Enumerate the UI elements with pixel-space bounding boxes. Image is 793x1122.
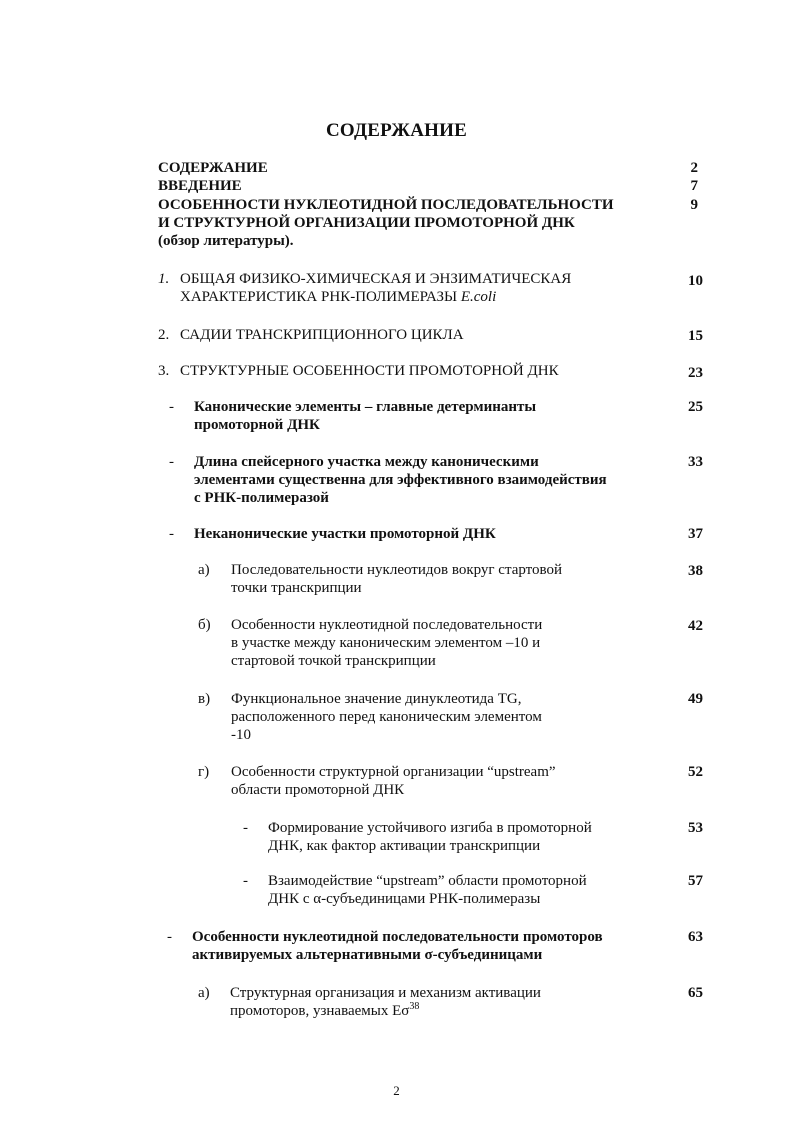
toc-entry-text: стартовой точкой транскрипции [231, 653, 436, 669]
toc-page-number: 7 [690, 178, 698, 194]
toc-page-number: 15 [688, 328, 703, 344]
toc-entry-text: промоторов, узнаваемых Eσ [230, 1003, 410, 1019]
toc-page-number: 63 [688, 929, 703, 945]
toc-marker: - [169, 399, 174, 415]
page-title: СОДЕРЖАНИЕ [326, 120, 467, 141]
toc-page-number: 53 [688, 820, 703, 836]
toc-entry-text: Неканонические участки промоторной ДНК [194, 526, 496, 542]
toc-entry-contents [158, 159, 268, 177]
toc-marker: - [169, 454, 174, 470]
toc-page-number: 57 [688, 873, 703, 889]
toc-entry-sigma38-promoters [230, 984, 541, 1020]
toc-entry-chapter-3 [180, 362, 559, 380]
toc-entry-literature-review [158, 196, 614, 250]
toc-entry-text: САДИИ ТРАНСКРИПЦИОННОГО ЦИКЛА [180, 327, 464, 343]
toc-entry-text: Структурная организация и механизм активации [230, 985, 541, 1001]
toc-entry-canonical-elements [194, 398, 536, 434]
toc-entry-text: Канонические элементы – главные детерминанты [194, 399, 537, 415]
toc-page-number: 10 [688, 273, 703, 289]
toc-entry-superscript: 38 [409, 1001, 420, 1012]
toc-entry-stable-bend [268, 819, 592, 855]
toc-entry-alternative-sigma [192, 928, 603, 964]
toc-page-number: 52 [688, 764, 703, 780]
toc-marker: г) [198, 764, 210, 780]
toc-entry-text: Особенности нуклеотидной последовательности промоторов [192, 929, 603, 945]
toc-marker: 2. [158, 327, 170, 343]
toc-entry-text: И СТРУКТУРНОЙ ОРГАНИЗАЦИИ ПРОМОТОРНОЙ ДНК [158, 215, 575, 231]
toc-entry-text: Особенности нуклеотидной последовательности [231, 617, 543, 633]
toc-page-number: 49 [688, 691, 703, 707]
toc-entry-text: в участке между каноническим элементом –10 и [231, 635, 541, 651]
toc-entry-alpha-subunits [268, 872, 587, 908]
toc-entry-noncanonical-regions [194, 525, 496, 543]
toc-marker: в) [198, 691, 211, 707]
toc-entry-region-10-start [231, 616, 542, 670]
toc-entry-chapter-1 [180, 270, 571, 306]
toc-entry-upstream-organization [231, 763, 556, 799]
toc-marker: 1. [158, 271, 170, 287]
toc-entry-text: области промоторной ДНК [231, 782, 405, 798]
toc-entry-text: ОБЩАЯ ФИЗИКО-ХИМИЧЕСКАЯ И ЭНЗИМАТИЧЕСКАЯ [180, 271, 572, 287]
toc-entry-text: (обзор литературы). [158, 233, 294, 249]
toc-page-number: 37 [688, 526, 703, 542]
toc-entry-text: Функциональное значение динуклеотида TG, [231, 691, 522, 707]
toc-entry-text: Длина спейсерного участка между каноническими [194, 454, 539, 470]
toc-page-number: 23 [688, 365, 703, 381]
toc-marker: а) [198, 562, 210, 578]
toc-page-number: 9 [690, 197, 698, 213]
toc-entry-text: СТРУКТУРНЫЕ ОСОБЕННОСТИ ПРОМОТОРНОЙ ДНК [180, 363, 559, 379]
toc-entry-text: расположенного перед каноническим элементом [231, 709, 542, 725]
toc-marker: б) [198, 617, 211, 633]
toc-marker: 3. [158, 363, 170, 379]
toc-entry-tg-dinucleotide [231, 690, 542, 744]
toc-entry-text: Последовательности нуклеотидов вокруг стартовой [231, 562, 563, 578]
toc-entry-text: ОСОБЕННОСТИ НУКЛЕОТИДНОЙ ПОСЛЕДОВАТЕЛЬНОСТИ [158, 197, 614, 213]
toc-entry-text: промоторной ДНК [194, 417, 320, 433]
toc-entry-italic-text: E.coli [460, 289, 497, 305]
toc-marker: а) [198, 985, 210, 1001]
toc-entry-text: ДНК с α-субъединицами РНК-полимеразы [268, 891, 541, 907]
toc-entry-text: -10 [231, 727, 251, 743]
toc-entry-text: точки транскрипции [231, 580, 362, 596]
toc-entry-text: Взаимодействие “upstream” области промоторной [268, 873, 587, 889]
toc-entry-start-point-sequences [231, 561, 562, 597]
toc-entry-text: СОДЕРЖАНИЕ [158, 160, 268, 176]
toc-entry-text: Формирование устойчивого изгиба в промоторной [268, 820, 592, 836]
toc-page-number: 25 [688, 399, 703, 415]
toc-page-number: 2 [690, 160, 698, 176]
toc-page-number: 33 [688, 454, 703, 470]
toc-entry-text: активируемых альтернативными σ-субъединицами [192, 947, 543, 963]
toc-marker: - [243, 820, 248, 836]
footer-page-number: 2 [393, 1083, 400, 1098]
toc-marker: - [169, 526, 174, 542]
toc-entry-text: Особенности структурной организации “upstream” [231, 764, 556, 780]
toc-entry-chapter-2 [180, 326, 464, 344]
toc-entry-text: с РНК-полимеразой [194, 490, 329, 506]
toc-page-number: 42 [688, 618, 703, 634]
toc-page-number: 65 [688, 985, 703, 1001]
toc-marker: - [167, 929, 172, 945]
toc-entry-text: ВВЕДЕНИЕ [158, 178, 242, 194]
toc-page-number: 38 [688, 563, 703, 579]
toc-entry-spacer-length [194, 453, 607, 507]
toc-entry-text: ДНК, как фактор активации транскрипции [268, 838, 541, 854]
toc-entry-text: элементами существенна для эффективного взаимодействия [194, 472, 607, 488]
toc-marker: - [243, 873, 248, 889]
toc-entry-text: ХАРАКТЕРИСТИКА РНК-ПОЛИМЕРАЗЫ [180, 289, 461, 305]
toc-entry-introduction [158, 177, 242, 195]
